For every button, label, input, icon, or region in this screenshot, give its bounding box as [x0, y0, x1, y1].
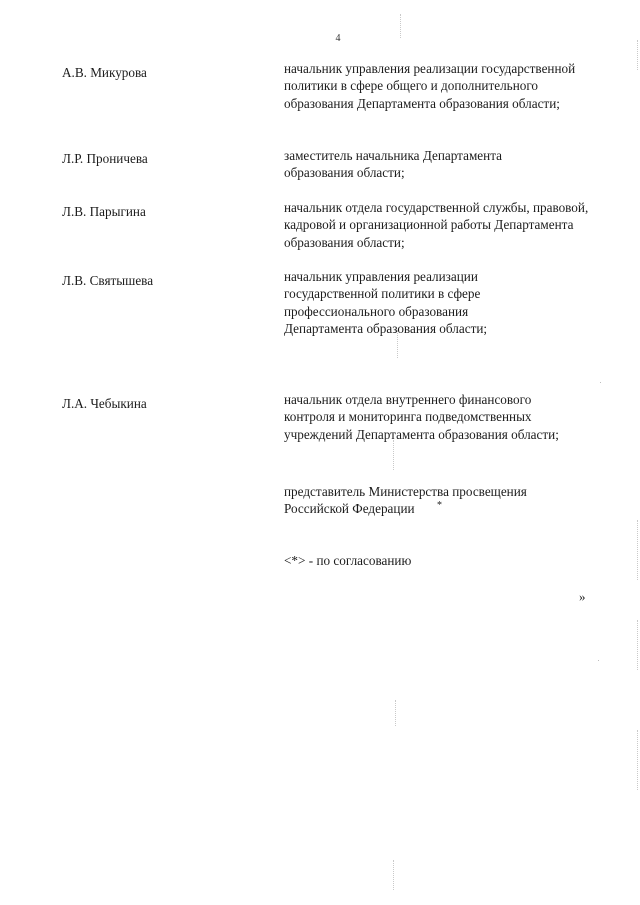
agreement-mark: * [437, 500, 442, 511]
scan-artifact [393, 440, 394, 470]
scan-artifact [637, 620, 638, 670]
scan-artifact [598, 660, 599, 661]
description-text: заместитель начальника Департамента образования области; [284, 148, 502, 181]
scan-artifact [637, 40, 638, 70]
description-text: начальник отдела внутреннего финансового контроля и мониторинга подведомственных учреждений Департамента образования области; [284, 392, 559, 442]
scan-artifact [637, 520, 638, 580]
page-number: 4 [335, 33, 341, 44]
member-description [284, 199, 594, 251]
footnote: <*> - по согласованию [284, 553, 412, 568]
scan-artifact [600, 382, 601, 383]
member-name: Л.В. Парыгина [62, 204, 146, 219]
member-name: Л.В. Святышева [62, 273, 154, 288]
member-name: А.В. Микурова [62, 65, 147, 80]
representative-description [284, 483, 574, 518]
description-text: начальник управления реализации государственной политики в сфере профессионального образования Департамента образования области; [284, 269, 488, 336]
representative-text: представитель Министерства просвещения Российской Федерации [284, 484, 527, 517]
member-description [284, 268, 529, 337]
description-text: начальник отдела государственной службы, правовой, кадровой и организационной работы Департамента образования области; [284, 200, 589, 250]
scan-artifact [397, 330, 398, 358]
scan-artifact [400, 14, 401, 38]
closing-quote: » [579, 589, 586, 604]
member-name: Л.Р. Проничева [62, 151, 148, 166]
scan-artifact [637, 730, 638, 790]
scan-artifact [395, 700, 396, 726]
member-description [284, 391, 584, 443]
scan-artifact [393, 860, 394, 890]
description-text: начальник управления реализации государственной политики в сфере общего и дополнительного образования Департамента образования области; [284, 61, 576, 111]
member-description [284, 60, 584, 112]
member-name: Л.А. Чебыкина [62, 396, 147, 411]
member-description [284, 147, 554, 182]
